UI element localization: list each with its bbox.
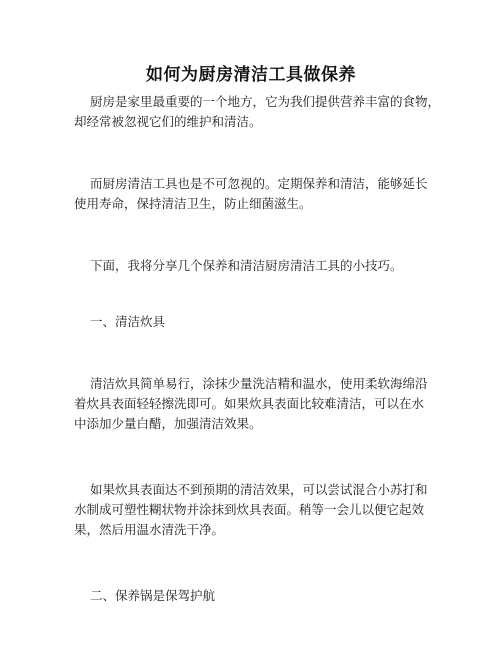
paragraph-line: 而厨房清洁工具也是不可忽视的。定期保养和清洁，能够延长 [90, 176, 428, 191]
paragraph-line: 却经常被忽视它们的维护和清洁。 [74, 114, 262, 129]
paragraph-tips-intro [74, 256, 454, 276]
paragraph-cookware-clean [74, 374, 454, 434]
paragraph-line: 一、清洁炊具 [90, 314, 166, 329]
paragraph-line: 如果炊具表面达不到预期的清洁效果，可以尝试混合小苏打和 [90, 482, 428, 497]
paragraph-line: 下面，我将分享几个保养和清洁厨房清洁工具的小技巧。 [90, 258, 403, 273]
paragraph-line: 果，然后用温水清洗干净。 [74, 522, 225, 537]
paragraph-line: 清洁炊具简单易行，涂抹少量洗洁精和温水，使用柔软海绵沿 [90, 376, 428, 391]
section-heading-pot [74, 586, 454, 606]
paragraph-line: 厨房是家里最重要的一个地方，它为我们提供营养丰富的食物， [90, 94, 441, 109]
paragraph-line: 着炊具表面轻轻擦洗即可。如果炊具表面比较难清洁，可以在水 [74, 396, 425, 411]
paragraph-line: 使用寿命，保持清洁卫生，防止细菌滋生。 [74, 196, 312, 211]
paragraph-line: 水制成可塑性糊状物并涂抹到炊具表面。稍等一会儿以便它起效 [74, 502, 425, 517]
paragraph-line: 二、保养锅是保驾护航 [90, 588, 216, 603]
paragraph-tools [74, 174, 454, 214]
paragraph-line: 中添加少量白醋，加强清洁效果。 [74, 416, 262, 431]
document-title: 如何为厨房清洁工具做保养 [146, 65, 356, 85]
section-heading-cookware [74, 312, 454, 332]
paragraph-intro [74, 92, 454, 132]
paragraph-baking-soda [74, 480, 454, 540]
